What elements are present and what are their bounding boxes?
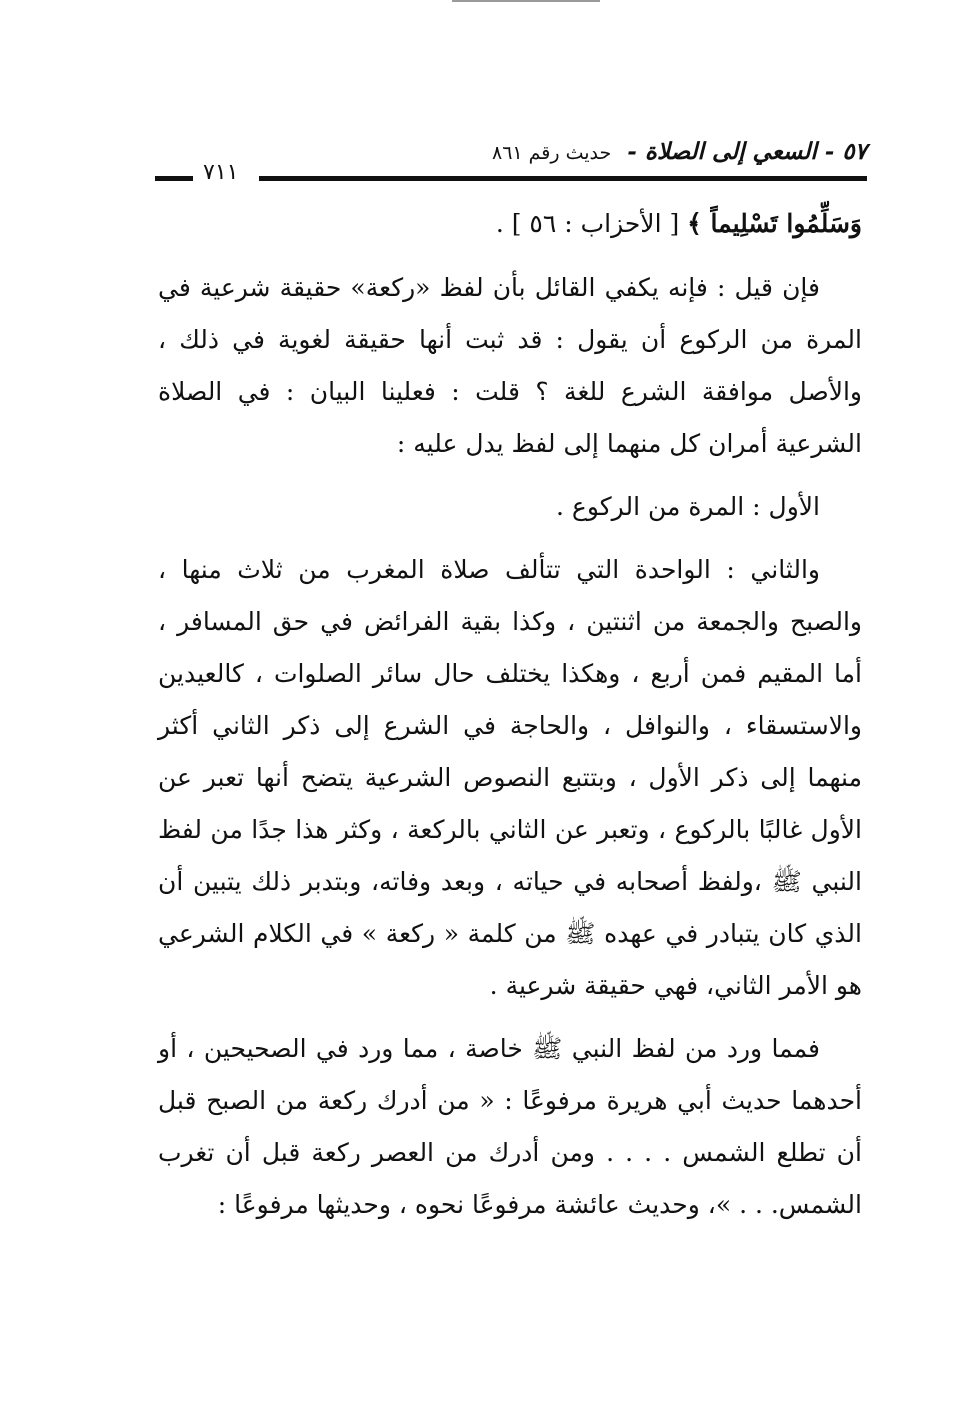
- paragraph-evidence: فمما ورد من لفظ النبي ﷺ خاصة ، مما ورد في الصحيحين ، أو أحدهما حديث أبي هريرة مرفوعًا : « من أدرك ركعة من الصبح قبل أن تطلع الشمس . . . . ومن أدرك من العصر ركعة قبل أن تغرب الشمس. . . »، وحديث عائشة مرفوعًا نحوه ، وحديثها مرفوعًا :: [158, 1034, 862, 1219]
- paragraph-second-meaning: والثاني : الواحدة التي تتألف صلاة المغرب من ثلاث منها ، والصبح والجمعة من اثنتين ، وكذا بقية الفرائض في حق المسافر ، أما المقيم فمن أربع ، وهكذا يختلف حال سائر الصلوات ، كالعيدين والاستسقاء ، والنوافل ، والحاجة في الشرع إلى ذكر الثاني أكثر منهما إلى ذكر الأول ، وبتتبع النصوص الشرعية يتضح أنها تعبر عن الأول غالبًا بالركوع ، وتعبر عن الثاني بالركعة ، وكثر هذا جدًا من لفظ النبي ﷺ ،ولفظ أصحابه في حياته ، وبعد وفاته، وبتدبر ذلك يتبين أن الذي كان يتبادر في عهده ﷺ من كلمة « ركعة » في الكلام الشرعي هو الأمر الثاني، فهي حقيقة شرعية .: [158, 555, 862, 1000]
- verse-line: [158, 198, 862, 250]
- verse-reference: [ الأحزاب : ٥٦ ] .: [495, 209, 680, 238]
- page-body: [158, 198, 862, 1242]
- hadith-reference: حديث رقم ٨٦١: [491, 142, 612, 164]
- top-edge-rule: [452, 0, 600, 2]
- verse-ending: وَسَلِّمُوا تَسْلِيماً ﴾: [687, 209, 862, 238]
- chapter-title: [492, 138, 867, 165]
- header-rule: [259, 176, 867, 181]
- running-header: [155, 136, 867, 196]
- page-number-dash: [155, 176, 193, 181]
- paragraph-objection: فإن قيل : فإنه يكفي القائل بأن لفظ «ركعة» حقيقة شرعية في المرة من الركوع أن يقول : قد ثبت أنها حقيقة لغوية في ذلك ، والأصل موافقة الشرع للغة ؟ قلت : فعلينا البيان : في الصلاة الشرعية أمران كل منهما إلى لفظ يدل عليه :: [158, 273, 862, 458]
- page-number: ٧١١: [203, 160, 239, 185]
- paragraph-first-meaning: الأول : المرة من الركوع .: [556, 492, 820, 521]
- chapter-title-text: ٥٧ - السعي إلى الصلاة -: [627, 138, 867, 165]
